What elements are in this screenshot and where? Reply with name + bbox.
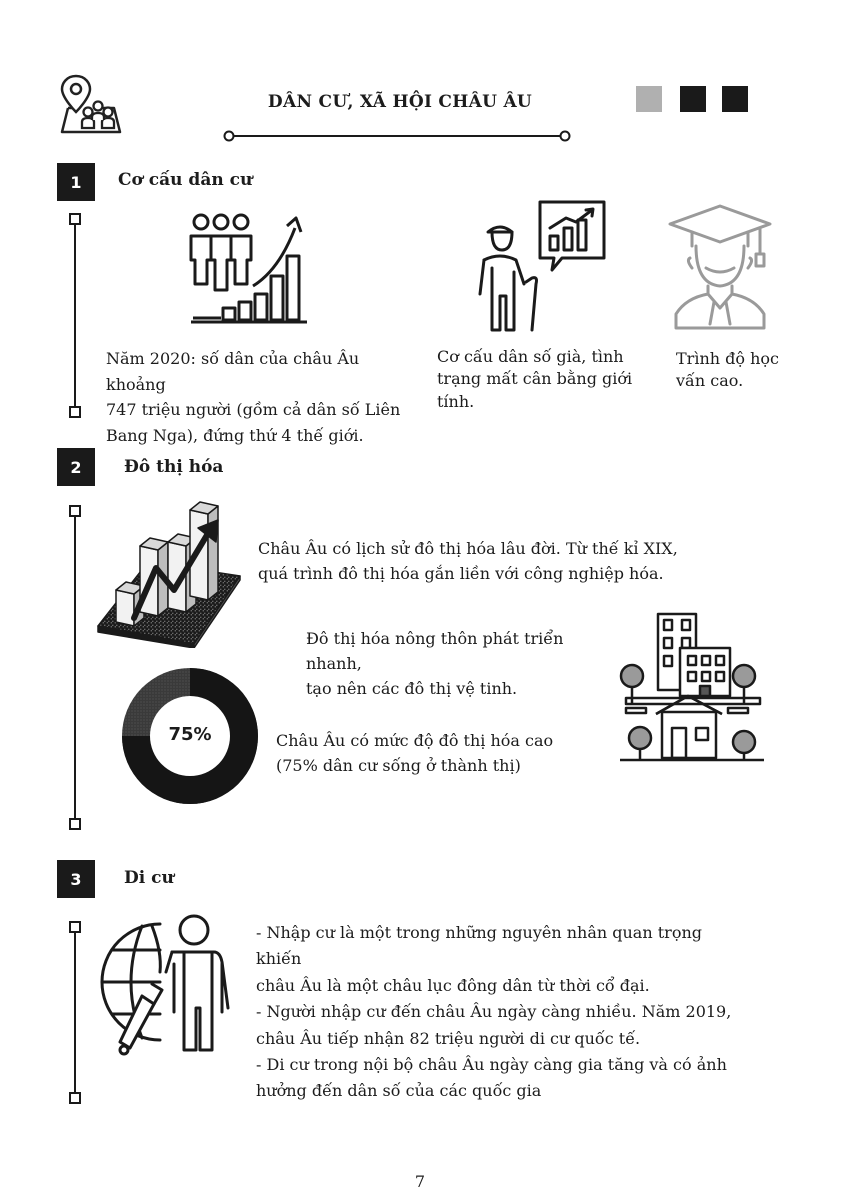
text-line: Bang Nga), đứng thứ 4 thế giới. [106,425,364,445]
text-line: châu Âu tiếp nhận 82 triệu người di cư quốc tế. [256,1028,641,1048]
timeline-cap-bottom [69,818,81,830]
text-line: vấn cao. [676,371,744,391]
elderly-chart-icon [470,198,610,333]
page-title: DÂN CƯ, XÃ HỘI CHÂU ÂU [267,92,533,112]
text-line: (75% dân cư sống ở thành thị) [276,755,521,775]
section-1-number: 1 [57,163,95,201]
section-1-timeline [74,220,76,412]
section-1-item-2-text [437,346,637,413]
city-buildings-icon [618,608,766,766]
text-line: tính. [437,391,475,411]
timeline-cap-top [69,213,81,225]
section-2-timeline [74,512,76,822]
text-line: trạng mất cân bằng giới [437,369,633,389]
graduate-icon [666,202,774,332]
page-number: 7 [414,1172,426,1191]
text-line: - Người nhập cư đến châu Âu ngày càng nhiều. Năm 2019, [256,1002,732,1022]
text-line: hưởng đến dân số của các quốc gia [256,1081,542,1101]
section-2-paragraph-1 [258,537,698,587]
text-line: - Di cư trong nội bộ châu Âu ngày càng gia tăng và có ảnh [256,1054,727,1074]
text-line: châu Âu là một châu lục đông dân từ thời cổ đại. [256,975,650,995]
map-pin-people-icon [58,74,124,136]
text-line: Đô thị hóa nông thôn phát triển nhanh, [306,629,564,673]
timeline-cap-top [69,505,81,517]
text-line: Cơ cấu dân số già, tình [437,347,624,366]
text-line: - Nhập cư là một trong những nguyên nhân quan trọng khiến [256,923,702,969]
section-3-number: 3 [57,860,95,898]
population-growth-icon [183,210,313,330]
text-line: Năm 2020: số dân của châu Âu khoảng [106,349,360,394]
text-line: Châu Âu có lịch sử đô thị hóa lâu đời. Từ thế kỉ XIX, [258,539,678,558]
section-1-item-1-text [106,346,406,448]
donut-label: 75% [168,724,212,745]
text-line: 747 triệu người (gồm cả dân số Liên [106,400,401,420]
section-1-item-3-text [676,348,816,393]
section-2-number: 2 [57,448,95,486]
section-3-timeline [74,928,76,1096]
3d-bar-chart-icon [94,496,244,648]
section-3-text [256,920,746,1105]
timeline-cap-top [69,921,81,933]
section-3-title: Di cư [124,868,174,888]
decor-square-1 [636,86,662,112]
text-line: Trình độ học [676,349,779,368]
section-2-paragraph-3 [276,729,576,779]
migrant-globe-icon [90,912,240,1058]
urbanization-donut-chart [122,668,258,804]
section-2-title: Đô thị hóa [124,457,224,477]
timeline-cap-bottom [69,406,81,418]
title-underline [222,128,572,142]
section-1-title: Cơ cấu dân cư [118,170,253,190]
text-line: quá trình đô thị hóa gắn liền với công nghiệp hóa. [258,563,664,583]
section-2-paragraph-2 [306,627,606,701]
text-line: Châu Âu có mức độ đô thị hóa cao [276,731,554,750]
header-icon [58,74,124,136]
decor-square-3 [722,86,748,112]
decor-square-2 [680,86,706,112]
timeline-cap-bottom [69,1092,81,1104]
text-line: tạo nên các đô thị vệ tinh. [306,678,518,698]
